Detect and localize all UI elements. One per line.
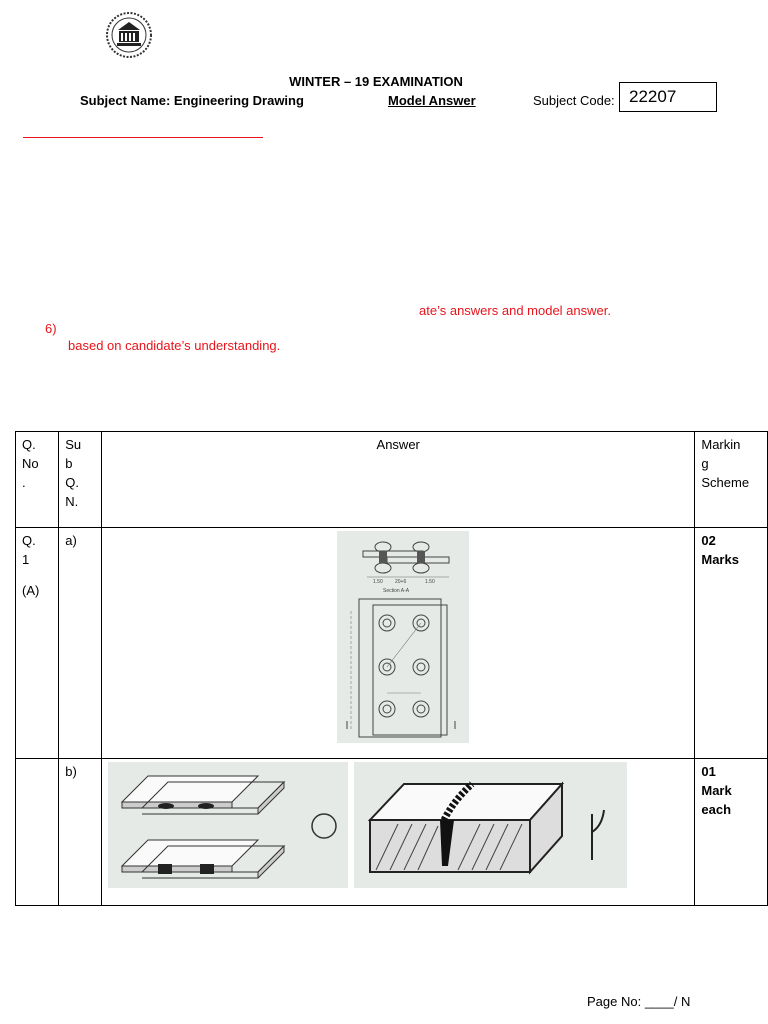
table-header-row bbox=[16, 432, 768, 528]
header-marking-scheme: Markin g Scheme bbox=[695, 432, 768, 528]
row-a-answer bbox=[102, 528, 695, 759]
row-a-marks: 02 Marks bbox=[695, 528, 768, 759]
table-row bbox=[16, 759, 768, 906]
instruction-number: 6) bbox=[45, 321, 57, 336]
exam-title: WINTER – 19 EXAMINATION bbox=[289, 74, 463, 89]
row-a-qno: Q. 1 (A) bbox=[16, 528, 59, 759]
page-number: Page No: ____/ N bbox=[587, 994, 691, 1009]
institution-logo bbox=[104, 10, 154, 60]
answer-table bbox=[15, 431, 768, 906]
butt-weld-figure bbox=[354, 762, 627, 888]
row-b-qno bbox=[16, 759, 59, 906]
dim-left: 1.50 bbox=[373, 579, 383, 585]
header-subq: Su b Q. N. bbox=[59, 432, 102, 528]
instruction-note-b: based on candidate’s understanding. bbox=[68, 338, 281, 353]
red-divider bbox=[23, 137, 263, 138]
instruction-note-a: ate’s answers and model answer. bbox=[419, 303, 611, 318]
riveted-joint-figure bbox=[337, 531, 469, 743]
dim-right: 1.50 bbox=[425, 579, 435, 585]
subject-code-label: Subject Code: bbox=[533, 93, 615, 108]
table-row bbox=[16, 528, 768, 759]
dim-mid: 20+6 bbox=[395, 579, 407, 585]
row-b-marks: 01 Mark each bbox=[695, 759, 768, 906]
section-label: Section A-A bbox=[383, 588, 410, 594]
row-b-sub: b) bbox=[59, 759, 102, 906]
spot-weld-figure bbox=[108, 762, 348, 888]
row-a-sub: a) bbox=[59, 528, 102, 759]
header-qno: Q. No . bbox=[16, 432, 59, 528]
header-answer: Answer bbox=[102, 432, 695, 528]
row-b-answer bbox=[102, 759, 695, 906]
subject-code-box: 22207 bbox=[619, 82, 717, 112]
model-answer-heading: Model Answer bbox=[388, 93, 476, 108]
subject-name: Subject Name: Engineering Drawing bbox=[80, 93, 304, 108]
